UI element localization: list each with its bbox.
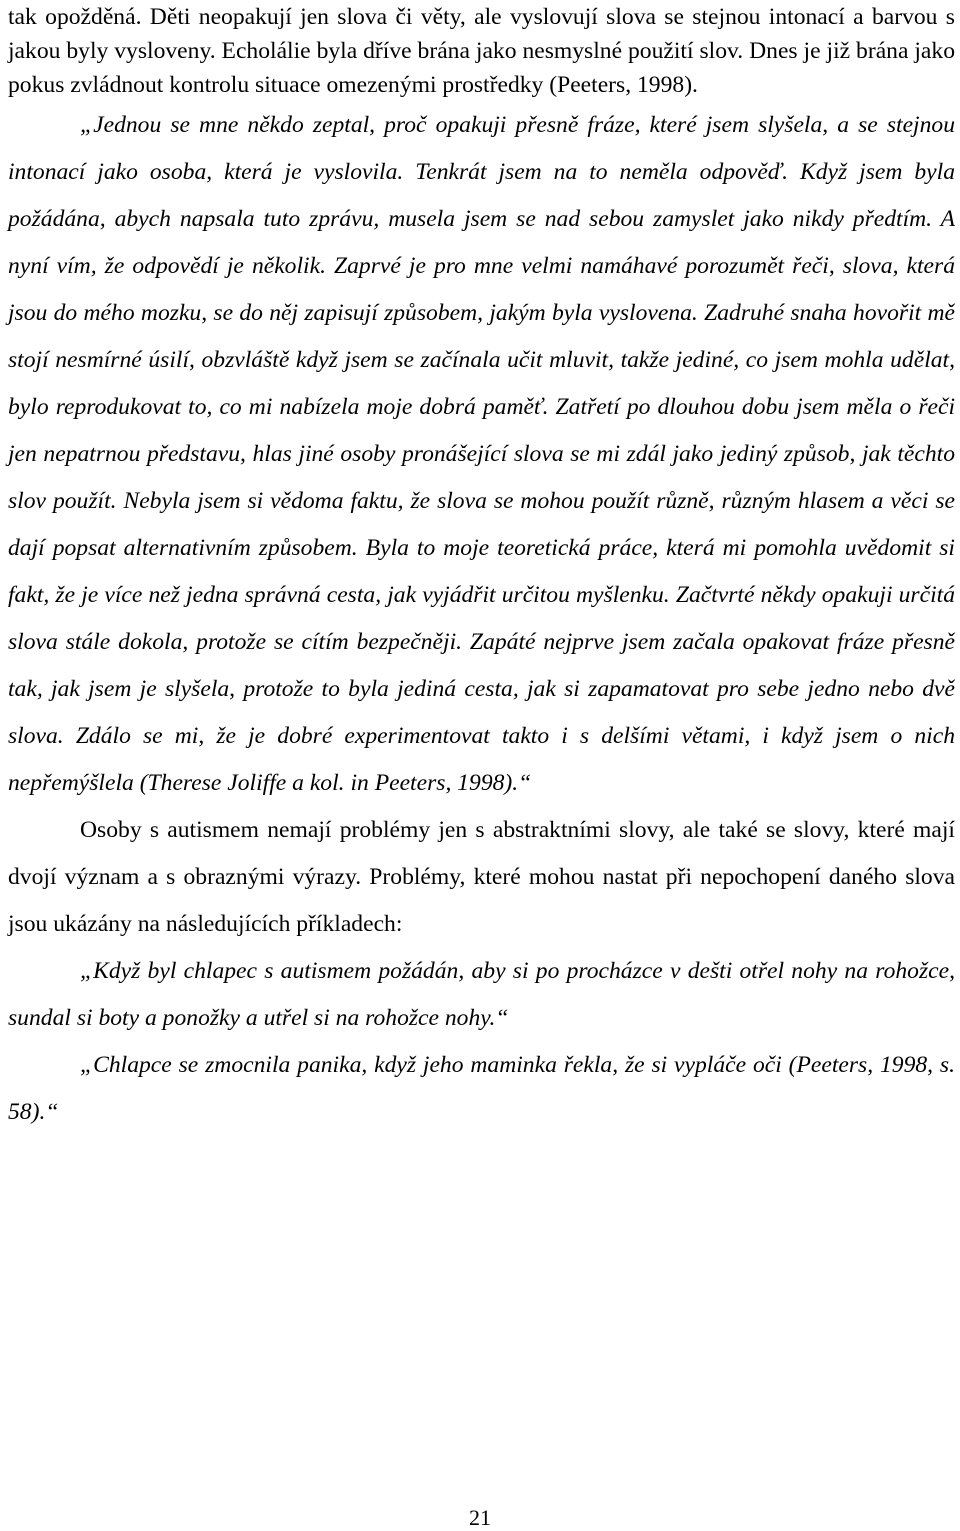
document-page [8, 0, 955, 1136]
page-number: 21 [469, 1505, 491, 1530]
paragraph-intro: tak opožděná. Děti neopakují jen slova či věty, ale vyslovují slova se stejnou intonací a barvou s jakou byly vysloveny. Echolálie byla dříve brána jako nesmyslné použití slov. Dnes je již brána jako pokus zvládnout kontrolu situace omezenými prostředky (Peeters, 1998). [8, 4, 955, 98]
quote-rohozka: „Když byl chlapec s autismem požádán, aby si po procházce v dešti otřel nohy na rohožce, sundal si boty a ponožky a utřel si na rohožce nohy.“ [8, 958, 955, 1031]
paragraph-autism-words: Osoby s autismem nemají problémy jen s abstraktními slovy, ale také se slovy, které mají dvojí význam a s obraznými výrazy. Problémy, které mohou nastat při nepochopení daného slova jsou ukázány na následujících příkladech: [8, 817, 955, 937]
quote-joliffe: „Jednou se mne někdo zeptal, proč opakuji přesně fráze, které jsem slyšela, a se stejnou intonací jako osoba, která je vyslovila. Tenkrát jsem na to neměla odpověď. Když jsem byla požádána, abych napsala tuto zprávu, musela jsem se nad sebou zamyslet jako nikdy předtím. A nyní vím, že odpovědí je několik. Zaprvé je pro mne velmi namáhavé porozumět řeči, slova, která jsou do mého mozku, se do něj zapisují způsobem, jakým byla vyslovena. Zadruhé snaha hovořit mě stojí nesmírné úsilí, obzvláště když jsem se začínala učit mluvit, takže jediné, co jsem mohla udělat, bylo reprodukovat to, co mi nabízela moje dobrá paměť. Zatřetí po dlouhou dobu jsem měla o řeči jen nepatrnou představu, hlas jiné osoby pronášející slova se mi zdál jako jediný způsob, jak těchto slov použít. Nebyla jsem si vědoma faktu, že slova se mohou použít různě, různým hlasem a věci se dají popsat alternativním způsobem. Byla to moje teoretická práce, která mi pomohla uvědomit si fakt, že je více než jedna správná cesta, jak vyjádřit určitou myšlenku. Začtvrté někdy opakuji určitá slova stále dokola, protože se cítím bezpečněji. Zapáté nejprve jsem začala opakovat fráze přesně tak, jak jsem je slyšela, protože to byla jediná cesta, jak si zapamatovat pro sebe jedno nebo dvě slova. Zdálo se mi, že je dobré experimentovat takto i s delšími větami, i když jsem o nich nepřemýšlela (Therese Joliffe a kol. in Peeters, 1998).“ [8, 112, 955, 796]
quote-oci: „Chlapce se zmocnila panika, když jeho maminka řekla, že si vypláče oči (Peeters, 1998, s. 58).“ [8, 1052, 955, 1125]
